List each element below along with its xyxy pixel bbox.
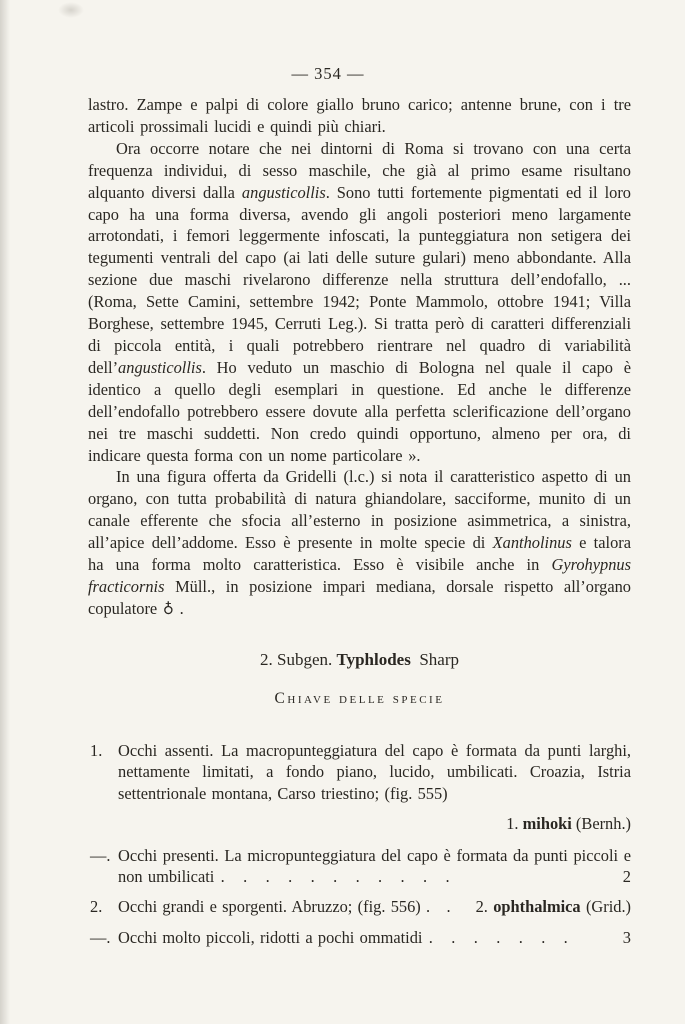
- key-item-text: [118, 896, 451, 917]
- text-run: . Ho veduto un maschio di Bologna nel quale il capo è identico a quello degli esemplari in questione. Ed anche le differenze dell’endofallo potrebbero essere dovute alla perfetta sclerificazione dell’organo nei tre maschi suddetti. Non credo quindi opportuno, almeno per ora, di indicare questa forma con un nome particolare ».: [88, 357, 631, 465]
- text-run: Sharp: [410, 650, 459, 669]
- couplet-ref: 2: [622, 867, 631, 887]
- leader-dots: . . . . . . . . . . .: [214, 867, 451, 887]
- text-run: Müll., in posizione impari mediana, dorsale rispetto all’organo copulatore: [88, 576, 631, 618]
- paragraph-continuation: [88, 94, 631, 138]
- key-item-2-alt: [88, 927, 631, 948]
- text-run: Occhi assenti. La macropunteggiatura del capo è formata da punti larghi, nettamente limitati, a fondo piano, lucido, umbilicati. Croazia, Istria settentrionale montana, Carso triestino; (fig. 555): [118, 741, 631, 803]
- text-run: mihoki: [522, 814, 572, 834]
- text-run: Typhlodes: [336, 650, 411, 669]
- text-run: lastro. Zampe e palpi di colore giallo bruno carico; antenne brune, con i tre articoli prossimali lucidi e quindi più chiari.: [88, 95, 631, 136]
- text-run: Occhi molto piccoli, ridotti a pochi ommatidi: [118, 927, 423, 947]
- key-item-number: —.: [90, 927, 111, 947]
- text-run: e talora ha una forma molto caratteristica. Esso è visibile anche in: [88, 533, 631, 575]
- species-result-mihoki: [88, 813, 631, 834]
- text-run: ♁: [162, 599, 174, 618]
- key-item-number: 2.: [90, 897, 103, 917]
- text-run: angusticollis: [118, 357, 202, 377]
- text-run: 2. Subgen.: [260, 650, 337, 669]
- text-run: angusticollis: [241, 182, 326, 202]
- text-run: In una figura offerta da Gridelli (l.c.) si nota il caratteristico aspetto di un organo, con tutta probabilità di natura ghiandolare, sacciforme, munito di un canale efferente che sfocia all’esterno in posizione asimmetrica, a sinistra, all’apice dell’addome. Esso è presente in molte specie di: [88, 467, 631, 553]
- text-run: Occhi grandi e sporgenti. Abruzzo; (fig. 556) . .: [118, 897, 451, 917]
- text-run: 2.: [475, 897, 494, 917]
- key-item-text: [118, 741, 631, 803]
- key-heading: Chiave delle specie: [274, 690, 445, 707]
- leader-dots: . . . . . . .: [422, 927, 569, 947]
- scan-edge-shadow: [0, 0, 10, 1024]
- page-number: — 354 —: [291, 64, 365, 83]
- couplet-ref: 3: [622, 927, 631, 947]
- text-run: Gyrohypnus fracticornis: [88, 555, 631, 596]
- text-run: Occhi presenti. La micropunteggiatura del capo è formata da punti piccoli e non umbilicati: [118, 845, 631, 887]
- text-run: . Sono tutti fortemente pigmentati ed il loro capo ha una forma diversa, avendo gli angoli posteriori meno largamente arrotondati, i femori leggermente infoscati, la punteggiatura non setigera dei tegumenti ventrali del capo (ai lati delle suture gulari) meno abbondante. Alla sezione due maschi rivelarono differenze nella struttura dell’endofallo, ... (Roma, Sette Camini, settembre 1942; Ponte Mammolo, ottobre 1941; Villa Borghese, settembre 1945, Cerruti Leg.). Si tratta però di caratteri differenziali di piccola entità, i quali potrebbero rientrare nel quadro di variabilità dell’: [88, 182, 631, 377]
- key-item-2: [88, 896, 631, 917]
- key-item-1-alt: [88, 845, 631, 888]
- scan-smudge: [58, 2, 84, 18]
- key-item-number: 1.: [90, 741, 103, 760]
- text-run: (Grid.): [580, 897, 631, 917]
- text-run: Xantholinus: [492, 533, 572, 553]
- section-block: [88, 650, 631, 708]
- species-key: [88, 740, 631, 957]
- text-run: .: [173, 598, 184, 618]
- paragraph-roma-variants: [88, 138, 631, 467]
- text-run: ophthalmica: [493, 897, 581, 917]
- key-item-1: [88, 740, 631, 804]
- key-item-number: —.: [90, 845, 111, 865]
- body-text: [88, 94, 631, 621]
- text-run: Ora occorre notare che nei dintorni di Roma si trovano con una certa frequenza individui, di sesso maschile, che già al primo esame risultano alquanto diversi dalla: [88, 138, 631, 202]
- subgenus-heading: [88, 650, 631, 670]
- text-run: 1.: [506, 814, 523, 834]
- text-run: (Bernh.): [571, 814, 631, 834]
- species-result-ophthalmica: [476, 896, 631, 917]
- key-item-text: [118, 928, 422, 947]
- paragraph-gridelli-figure: [88, 466, 631, 620]
